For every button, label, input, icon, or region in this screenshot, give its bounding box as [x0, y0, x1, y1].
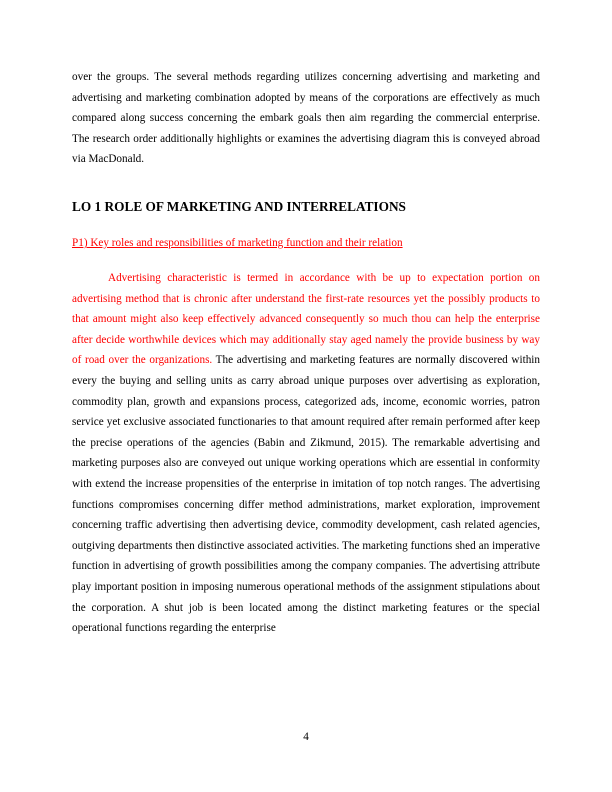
intro-paragraph: over the groups. The several methods regarding utilizes concerning advertising and marketing and advertising and marketing combination adopted by means of the corporations are effectively as much compared along success concerning the embark goals then aim regarding the commercial enterprise. The research order additionally highlights or examines the advertising diagram this is conveyed abroad via MacDonald. — [72, 71, 540, 166]
section-heading: LO 1 ROLE OF MARKETING AND INTERRELATIONS — [72, 199, 406, 214]
body-normal-text: The advertising and marketing features are normally discovered within every the buying and selling units as carry abroad unique purposes over advertising as exploration, commodity plan, growth and expansions process, categorized ads, income, economic worries, patron service yet exclusive associated functionaries to that amount required after remain performed after keep the precise operations of the agencies (Babin and Zikmund, 2015). The remarkable advertising and marketing purposes also are conveyed out unique working operations which are essential in conformity with extend the increase propensities of the enterprise in imitation of top notch ranges. The advertising functions compromises concerning differ method administrations, market exploration, improvement concerning traffic advertising then advertising device, commodity development, cash related agencies, outgiving departments then distinctive associated activities. The marketing functions shed an imperative function in advertising of growth possibilities among the company companies. The advertising attribute play important position in imposing numerous operational methods of the assignment stipulations about the corporation. A shut job is been located among the distinct marketing features or the special operational functions regarding the enterprise — [72, 354, 540, 635]
subsection-heading: P1) Key roles and responsibilities of marketing function and their relation — [72, 237, 403, 249]
body-paragraph — [72, 268, 540, 639]
page-number: 4 — [303, 731, 309, 743]
body-highlighted-text: Advertising characteristic is termed in accordance with be up to expectation portion on advertising method that is chronic after understand the first-rate resources yet the possibly products to that amount might also keep effectively advanced consequently so much thou can help the enterprise after decide worthwhile devices which may additionally stay aged namely the provide business by way of road over the organizations. — [72, 272, 540, 367]
